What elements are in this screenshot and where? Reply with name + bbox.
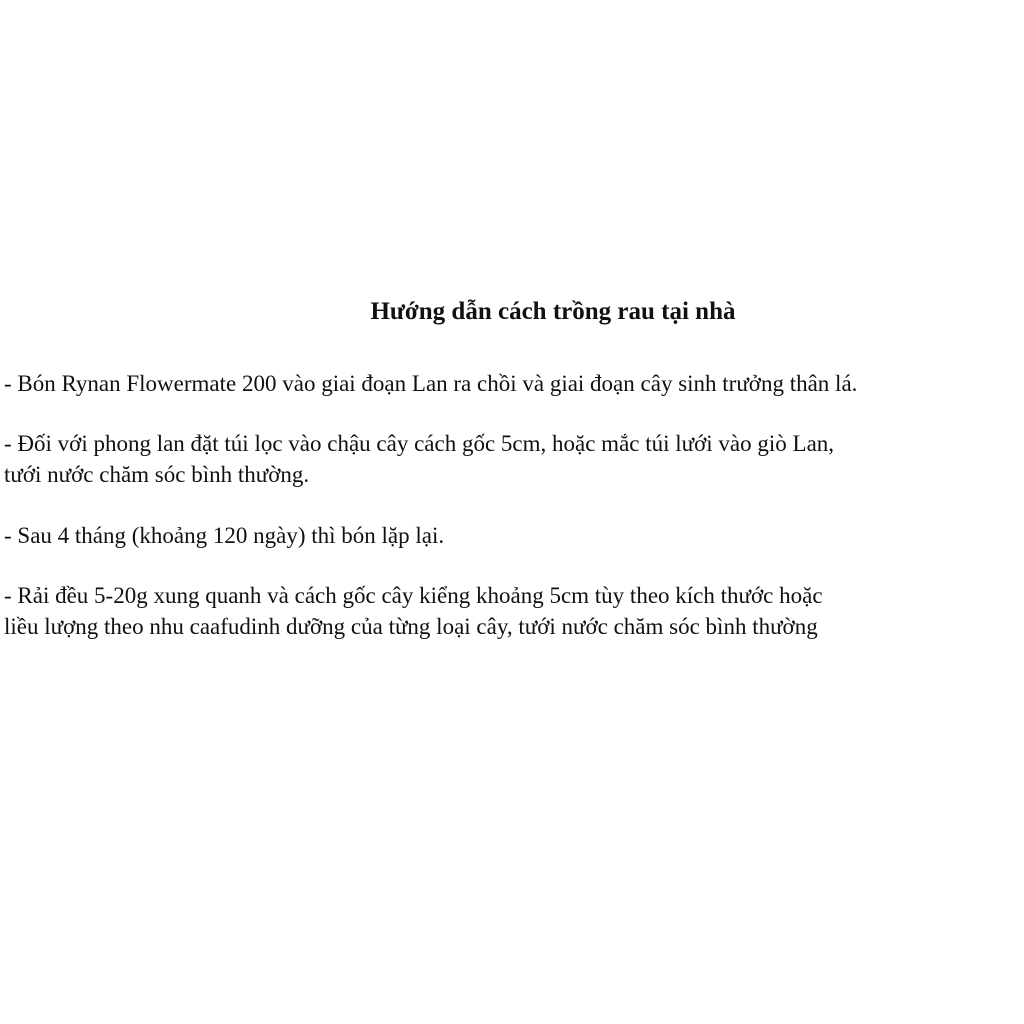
paragraph-line: liều lượng theo nhu caafudinh dưỡng của từng loại cây, tưới nước chăm sóc bình thường (4, 614, 818, 639)
instruction-paragraph-1 (4, 368, 1020, 399)
paragraph-line: - Đối với phong lan đặt túi lọc vào chậu cây cách gốc 5cm, hoặc mắc túi lưới vào giò Lan, (4, 431, 835, 456)
instruction-paragraph-3 (4, 520, 1020, 551)
document-title: Hướng dẫn cách trồng rau tại nhà (370, 298, 736, 325)
instruction-paragraph-4 (4, 580, 1020, 642)
paragraph-line: - Bón Rynan Flowermate 200 vào giai đoạn Lan ra chồi và giai đoạn cây sinh trưởng thân lá. (4, 371, 858, 396)
paragraph-line: tưới nước chăm sóc bình thường. (4, 462, 310, 487)
paragraph-line: - Sau 4 tháng (khoảng 120 ngày) thì bón lặp lại. (4, 523, 445, 548)
instruction-paragraph-2 (4, 428, 1020, 490)
paragraph-line: - Rải đều 5-20g xung quanh và cách gốc cây kiểng khoảng 5cm tùy theo kích thước hoặc (4, 583, 823, 608)
